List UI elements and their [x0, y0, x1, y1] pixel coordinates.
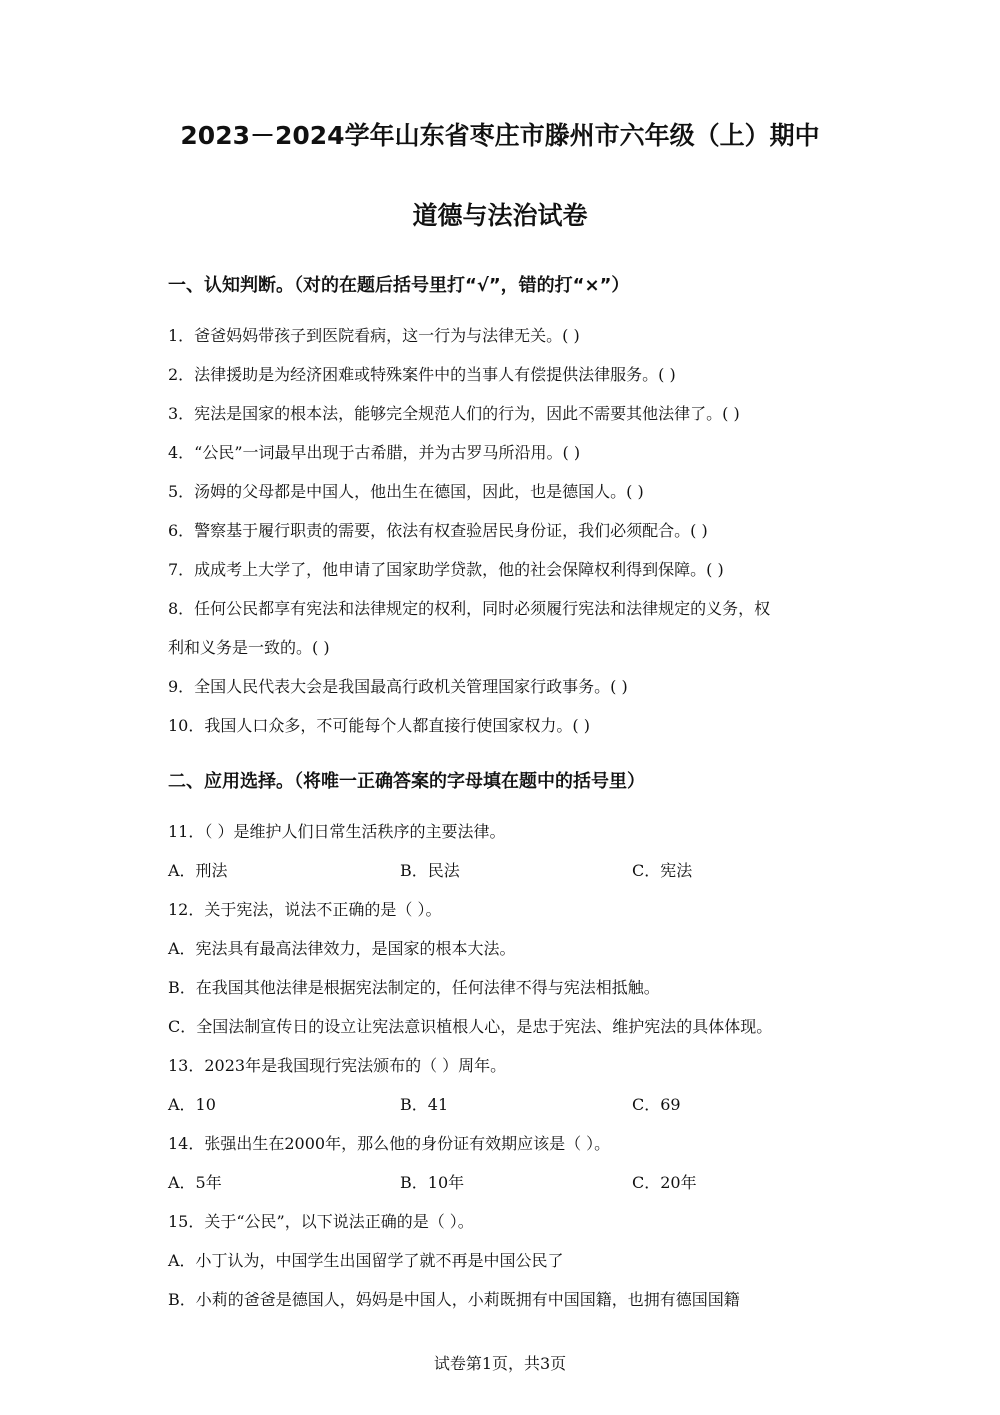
question-9: 9．全国人民代表大会是我国最高行政机关管理国家行政事务。( ): [168, 677, 628, 696]
question-11: 11．（ ）是维护人们日常生活秩序的主要法律。: [168, 822, 506, 841]
question-1: 1．爸爸妈妈带孩子到医院看病，这一行为与法律无关。( ): [168, 326, 580, 345]
question-5: 5．汤姆的父母都是中国人，他出生在德国，因此，也是德国人。( ): [168, 482, 644, 501]
question-10: 10．我国人口众多，不可能每个人都直接行使国家权力。( ): [168, 716, 590, 735]
question-8-line2: 利和义务是一致的。( ): [168, 638, 330, 657]
question-3: 3．宪法是国家的根本法，能够完全规范人们的行为，因此不需要其他法律了。( ): [168, 404, 740, 423]
question-15-option-a: A．小丁认为，中国学生出国留学了就不再是中国公民了: [168, 1251, 564, 1270]
question-12-option-c: C．全国法制宣传日的设立让宪法意识植根人心，是忠于宪法、维护宪法的具体体现。: [168, 1017, 773, 1036]
question-12-option-b: B．在我国其他法律是根据宪法制定的，任何法律不得与宪法相抵触。: [168, 978, 660, 997]
question-12-option-a: A．宪法具有最高法律效力，是国家的根本大法。: [168, 939, 516, 958]
question-8-line1: 8．任何公民都享有宪法和法律规定的权利，同时必须履行宪法和法律规定的义务，权: [168, 599, 771, 618]
question-11-option-b: B．民法: [400, 861, 460, 880]
section-heading-true-false: 一、认知判断。（对的在题后括号里打“√”，错的打“×”）: [168, 275, 630, 296]
question-13-option-c: C．69: [632, 1095, 681, 1114]
question-4: 4．“公民”一词最早出现于古希腊，并为古罗马所沿用。( ): [168, 443, 581, 462]
page-title-line1: 2023－2024学年山东省枣庄市滕州市六年级（上）期中: [180, 121, 820, 150]
page-footer: 试卷第1页，共3页: [433, 1354, 567, 1373]
page-title-line2: 道德与法治试卷: [412, 201, 588, 230]
question-7: 7．成成考上大学了，他申请了国家助学贷款，他的社会保障权利得到保障。( ): [168, 560, 724, 579]
question-13-option-a: A．10: [168, 1095, 216, 1114]
question-2: 2．法律援助是为经济困难或特殊案件中的当事人有偿提供法律服务。( ): [168, 365, 676, 384]
question-11-option-c: C．宪法: [632, 861, 693, 880]
question-13: 13．2023年是我国现行宪法颁布的（ ）周年。: [168, 1056, 507, 1075]
question-13-option-b: B．41: [400, 1095, 449, 1114]
question-14: 14．张强出生在2000年，那么他的身份证有效期应该是（ ）。: [168, 1134, 611, 1153]
question-15: 15．关于“公民”，以下说法正确的是（ ）。: [168, 1212, 474, 1231]
section-heading-multiple-choice: 二、应用选择。（将唯一正确答案的字母填在题中的括号里）: [168, 771, 645, 792]
question-15-option-b: B．小莉的爸爸是德国人，妈妈是中国人，小莉既拥有中国国籍，也拥有德国国籍: [168, 1290, 740, 1309]
question-11-option-a: A．刑法: [168, 861, 228, 880]
question-12: 12．关于宪法，说法不正确的是（ ）。: [168, 900, 442, 919]
question-6: 6．警察基于履行职责的需要，依法有权查验居民身份证，我们必须配合。( ): [168, 521, 708, 540]
question-14-option-c: C．20年: [632, 1173, 697, 1192]
question-14-option-a: A．5年: [168, 1173, 222, 1192]
question-14-option-b: B．10年: [400, 1173, 465, 1192]
